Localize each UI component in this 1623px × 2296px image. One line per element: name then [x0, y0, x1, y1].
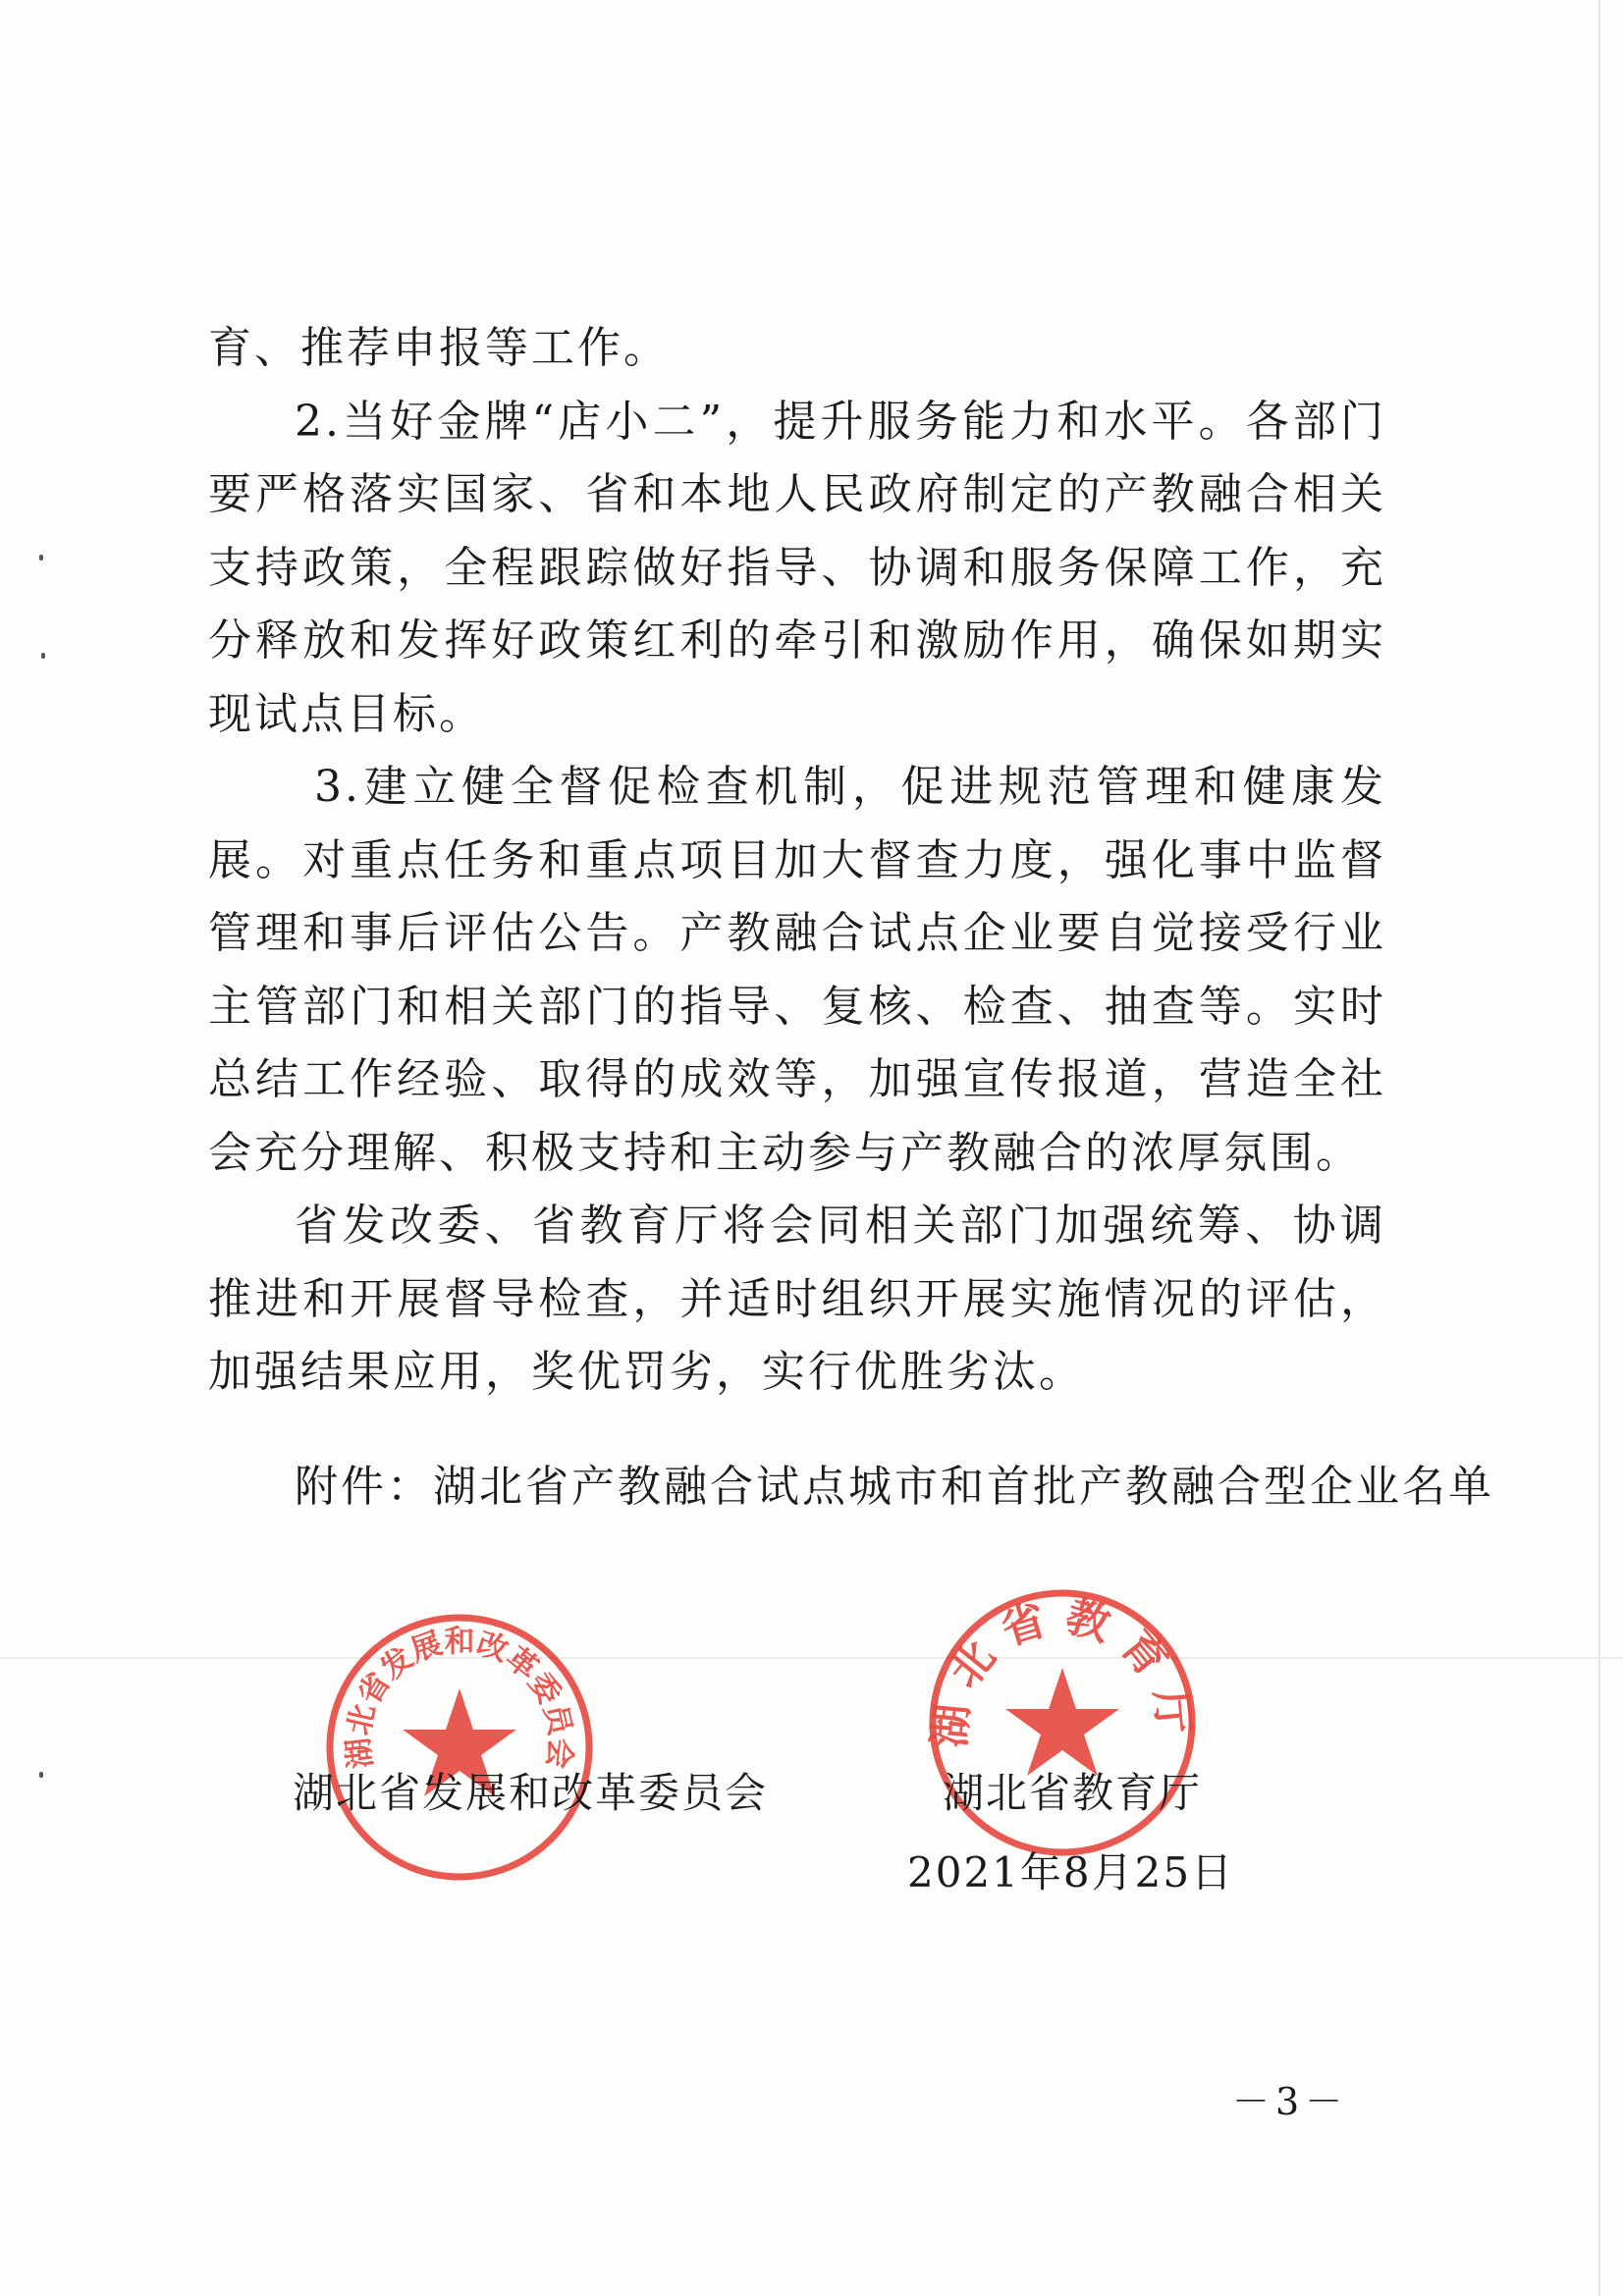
- page-number: －3－: [1232, 2080, 1349, 2123]
- attachment-line: 附件：湖北省产教融合试点城市和首批产教融合型企业名单: [295, 1462, 1494, 1512]
- scan-speck: [41, 653, 45, 659]
- issue-date: 2021年8月25日: [907, 1848, 1235, 1896]
- scan-speck: [39, 1772, 43, 1778]
- scan-edge-line: [1598, 0, 1600, 2296]
- seal-left: [322, 1610, 597, 1885]
- paragraph-coordination: 省发改委、省教育厅将会同相关部门加强统筹、协调推进和开展督导检查，并适时组织开展实施情况的评估，加强结果应用，奖优罚劣，实行优胜劣汰。: [208, 1201, 1386, 1397]
- body-text: [208, 312, 1386, 1410]
- star-icon: [1005, 1668, 1119, 1776]
- paragraph-continuation: 育、推荐申报等工作。: [208, 323, 670, 373]
- paragraph-service: 2.当好金牌“店小二”，提升服务能力和水平。各部门要严格落实国家、省和本地人民政府制定的产教融合相关支持政策，全程跟踪做好指导、协调和服务保障工作，充分释放和发挥好政策红利的牵引和激励作用，确保如期实现试点目标。: [208, 396, 1386, 739]
- signer-right: 湖北省教育厅: [943, 1769, 1203, 1817]
- seal-left-text: 湖北省发展和改革委员会: [341, 1624, 578, 1771]
- paragraph-supervision: 3.建立健全督促检查机制，促进规范管理和健康发展。对重点任务和重点项目加大督查力度，强化事中监督管理和事后评估公告。产教融合试点企业要自觉接受行业主管部门和相关部门的指导、复核、检查、抽查等。实时总结工作经验、取得的成效等，加强宣传报道，营造全社会充分理解、积极支持和主动参与产教融合的浓厚氛围。: [208, 762, 1386, 1178]
- scan-speck: [39, 555, 43, 561]
- signer-left: 湖北省发展和改革委员会: [293, 1769, 769, 1817]
- seal-right-text: 湖北省教育厅: [925, 1590, 1200, 1750]
- scan-crease: [0, 1657, 1623, 1659]
